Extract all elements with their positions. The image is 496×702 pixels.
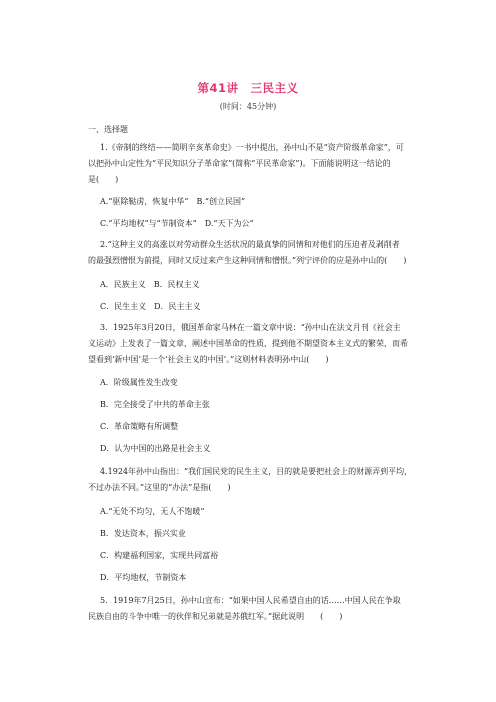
question-1-line-3: 是( ) [88,175,119,184]
question-1-line-2: 以把孙中山定性为“平民知识分子革命家”(简称“平民革命家”)。下面能说明这一结论的 [88,159,391,168]
question-4-option-c: C．构建福利国家，实现共同富裕 [100,551,219,560]
question-2-option-cd: C．民生主义 D．民主主义 [100,302,201,311]
question-2-line-1: 2.“这种主义的高涨以对劳动群众生活状况的最真挚的同情和对他们的压迫者及剥削者 [100,240,400,249]
question-3-line-1: 3．1925年3月20日，俄国革命家马林在一篇文章中说：“孙中山在法文月刊《社会主 [100,323,401,332]
question-5-line-2: 民族自由的斗争中唯一的伙伴和兄弟就是苏俄红军。”据此说明 ( ) [88,612,343,621]
question-2-option-ab: A．民族主义 B．民权主义 [100,280,200,289]
question-3-option-a: A．阶级属性发生改变 [100,378,178,387]
question-4-option-b: B．发达资本，振兴实业 [100,529,186,538]
question-4-option-a: A.“无处不均匀，无人不饱暖” [100,507,205,516]
question-3-option-d: D．认为中国的出路是社会主义 [100,444,211,453]
question-5-line-1: 5．1919年7月25日，孙中山宣布：“如果中国人民希望自由的话……中国人民在争取 [100,596,401,605]
question-3-line-3: 望看到‘新中国’是一个‘社会主义的中国’。”这则材料表明孙中山( ) [88,355,329,364]
question-4-line-2: 不过办法不同。”这里的“办法”是指( ) [88,483,231,492]
question-3-line-2: 义运动》上发表了一篇文章，阐述中国革命的性质，提到他不期望资本主义式的繁荣，而希 [88,339,408,348]
question-4-option-d: D．平均地权，节制资本 [100,573,187,582]
question-2-line-2: 的最强烈憎恨为前提，同时又反过来产生这种同情和憎恨。”列宁评价的应是孙中山的( ) [88,256,407,265]
question-1-line-1: 1.《帝制的终结——简明辛亥革命史》一书中提出，孙中山不是“资产阶级革命家”，可 [100,143,404,152]
question-4-line-1: 4.1924年孙中山指出：“我们国民党的民生主义，目的就是要把社会上的财源弄到平均， [100,467,413,476]
question-1-option-ab: A.“驱除鞑虏，恢复中华” B.“创立民国” [100,197,246,206]
question-3-option-c: C．革命策略有所调整 [100,422,179,431]
question-1-option-cd: C.“平均地权”与“节制资本” D.“天下为公” [100,219,254,228]
page-title: 第41讲 三民主义 [197,81,299,95]
time-limit: (时间：45分钟) [219,102,277,111]
section-heading: 一、选择题 [88,125,128,134]
question-3-option-b: B．完全接受了中共的革命主张 [100,400,210,409]
